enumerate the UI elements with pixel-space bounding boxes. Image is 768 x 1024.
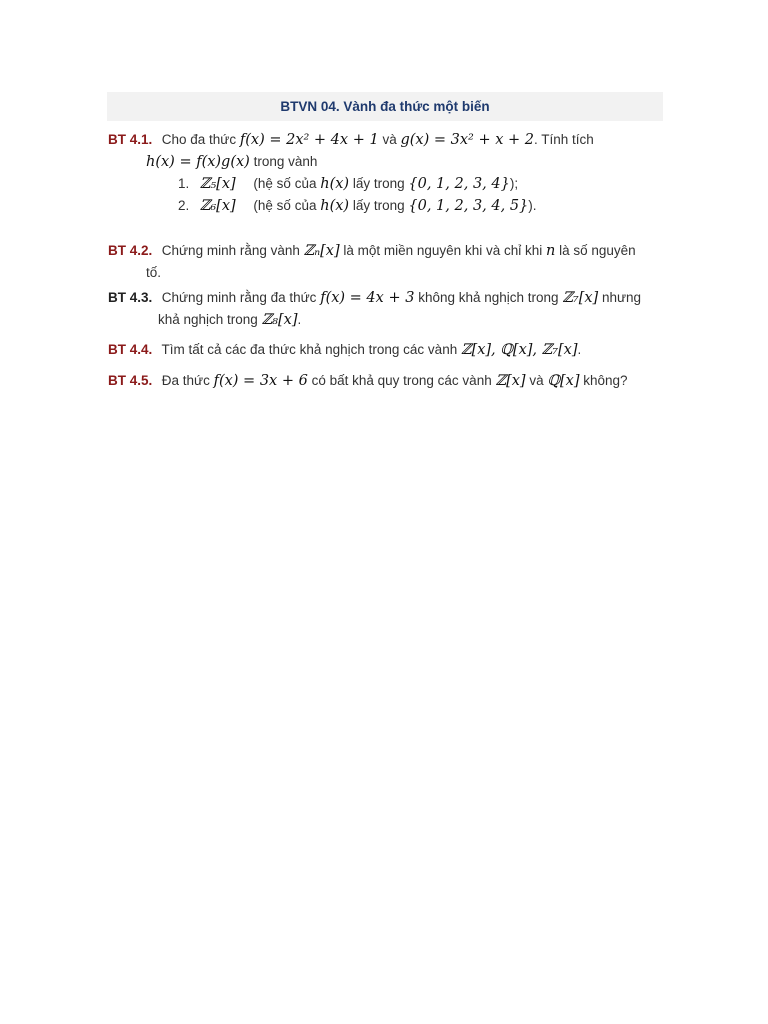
text: không? xyxy=(583,373,628,388)
text: . xyxy=(577,342,582,357)
exercise-label: BT 4.5. xyxy=(108,373,153,388)
item-index: 2. xyxy=(178,198,190,213)
formula-f: f(x) = 3x + 6 xyxy=(213,373,308,389)
rings: ℤ[x], ℚ[x], ℤ₇[x] xyxy=(460,342,578,358)
text: trong vành xyxy=(253,154,318,169)
text: có bất khả quy trong các vành xyxy=(311,373,492,388)
exercise-label: BT 4.3. xyxy=(108,290,153,305)
exercise-label: BT 4.1. xyxy=(108,132,153,147)
formula-g: g(x) = 3x² + x + 2 xyxy=(400,132,534,148)
list-item xyxy=(108,195,668,217)
formula-h: h(x) xyxy=(320,176,350,192)
title-bar xyxy=(107,92,663,121)
text: (hệ số của xyxy=(253,198,317,213)
text: Chứng minh rằng vành xyxy=(161,243,300,258)
ring: ℤₙ[x] xyxy=(303,243,340,259)
set: {0, 1, 2, 3, 4} xyxy=(408,176,510,192)
ring: ℤ[x] xyxy=(495,373,526,389)
text: và xyxy=(382,132,397,147)
exercise-4-1-line-2 xyxy=(108,151,668,173)
exercise-label: BT 4.2. xyxy=(108,243,153,258)
text: là một miền nguyên khi và chỉ khi xyxy=(343,243,543,258)
list-item xyxy=(108,173,668,195)
text: là số nguyên xyxy=(559,243,636,258)
text: tố. xyxy=(146,265,162,280)
exercise-4-2-line-1 xyxy=(108,240,668,262)
text: Đa thức xyxy=(161,373,210,388)
variable-n: n xyxy=(546,243,556,259)
formula-f: f(x) = 2x² + 4x + 1 xyxy=(239,132,379,148)
exercise-4-3-line-2 xyxy=(108,309,668,331)
set: {0, 1, 2, 3, 4, 5} xyxy=(408,198,529,214)
ring: ℤ₆[x] xyxy=(199,198,236,214)
exercise-4-1-line-1 xyxy=(108,129,668,151)
ring: ℤ₈[x] xyxy=(261,312,298,328)
exercise-4-1 xyxy=(108,129,668,217)
text: Chứng minh rằng đa thức xyxy=(161,290,317,305)
text: . Tính tích xyxy=(533,132,594,147)
text: . xyxy=(297,312,302,327)
page-title: BTVN 04. Vành đa thức một biến xyxy=(280,99,490,114)
item-index: 1. xyxy=(178,176,190,191)
exercise-label: BT 4.4. xyxy=(108,342,153,357)
text: Tìm tất cả các đa thức khả nghịch trong các vành xyxy=(161,342,458,357)
formula-h: h(x) = f(x)g(x) xyxy=(146,154,250,170)
exercise-4-5-line-1 xyxy=(108,370,668,392)
exercise-4-4 xyxy=(108,339,668,361)
text: nhưng xyxy=(601,290,642,305)
text: lấy trong xyxy=(352,176,405,191)
exercise-4-3 xyxy=(108,287,668,331)
text: Cho đa thức xyxy=(161,132,237,147)
formula-h: h(x) xyxy=(320,198,350,214)
exercise-4-2-line-2 xyxy=(108,262,668,284)
formula-f: f(x) = 4x + 3 xyxy=(320,290,415,306)
exercise-4-5 xyxy=(108,370,668,392)
text: ); xyxy=(509,176,519,191)
text: khả nghịch trong xyxy=(158,312,258,327)
exercise-4-2 xyxy=(108,240,668,284)
text: lấy trong xyxy=(352,198,405,213)
exercise-4-3-line-1 xyxy=(108,287,668,309)
text: và xyxy=(529,373,544,388)
exercise-4-4-line-1 xyxy=(108,339,668,361)
text: không khả nghịch trong xyxy=(418,290,559,305)
ring: ℤ₅[x] xyxy=(199,176,236,192)
ring: ℚ[x] xyxy=(547,373,580,389)
text: (hệ số của xyxy=(253,176,317,191)
ring: ℤ₇[x] xyxy=(562,290,599,306)
text: ). xyxy=(528,198,537,213)
